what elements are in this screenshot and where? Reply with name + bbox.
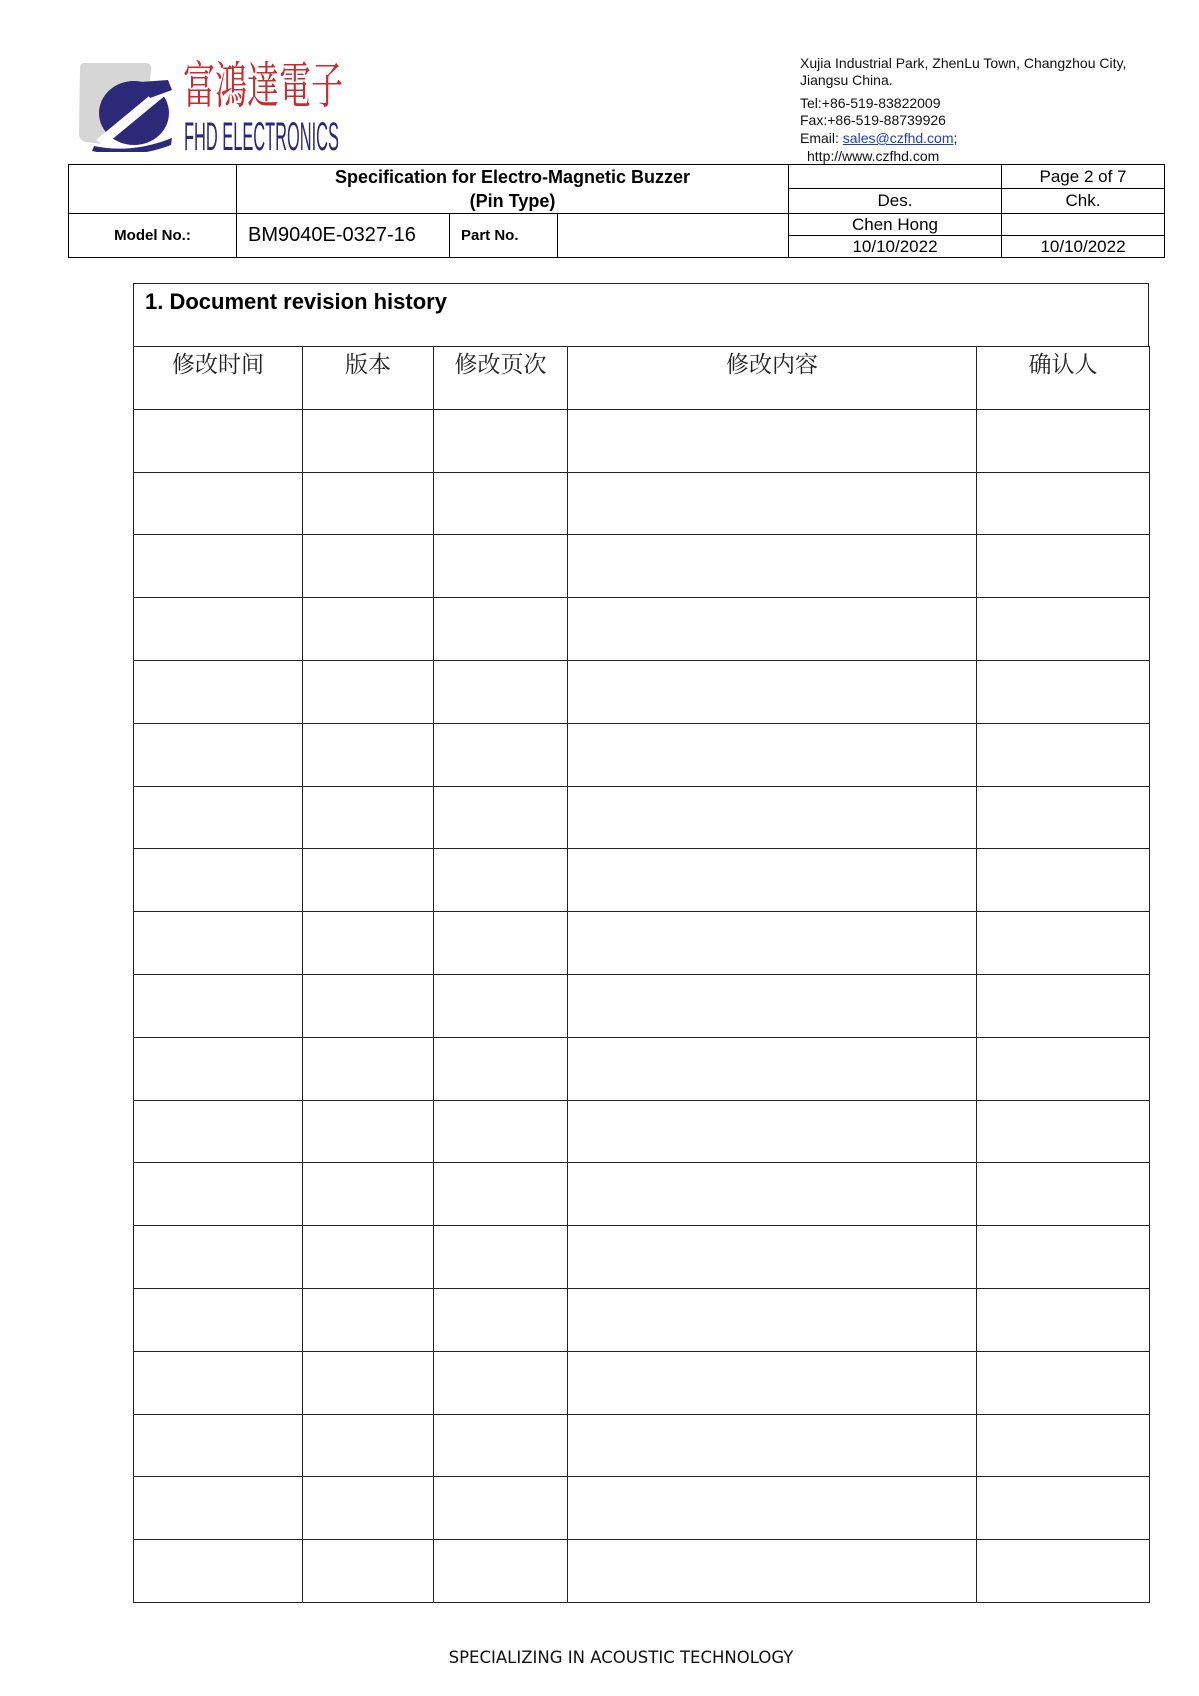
fax: Fax:+86-519-88739926 [800, 112, 946, 128]
table-cell [134, 1351, 303, 1414]
table-cell [303, 472, 434, 535]
table-cell [134, 535, 303, 598]
footer-tagline: SPECIALIZING IN ACOUSTIC TECHNOLOGY [448, 1648, 794, 1667]
table-cell [977, 723, 1150, 786]
table-cell [434, 660, 568, 723]
table-cell [568, 723, 977, 786]
table-row [134, 1288, 1150, 1351]
table-cell [977, 912, 1150, 975]
table-cell [134, 1477, 303, 1540]
table-cell [568, 1100, 977, 1163]
table-cell [303, 1477, 434, 1540]
designer-date: 10/10/2022 [789, 236, 1002, 258]
table-cell [568, 786, 977, 849]
table-cell [434, 1540, 568, 1603]
table-cell [568, 535, 977, 598]
table-cell [568, 1226, 977, 1289]
table-cell [568, 598, 977, 661]
table-cell [977, 1226, 1150, 1289]
table-cell [303, 535, 434, 598]
table-cell [568, 1477, 977, 1540]
table-row [134, 1100, 1150, 1163]
table-cell [303, 598, 434, 661]
table-cell [434, 535, 568, 598]
table-cell [568, 974, 977, 1037]
page-number: Page 2 of 7 [1002, 165, 1165, 189]
table-cell [303, 974, 434, 1037]
table-row [134, 912, 1150, 975]
revision-history-title: 1. Document revision history [133, 283, 1149, 347]
table-cell [434, 1477, 568, 1540]
checker-date: 10/10/2022 [1002, 236, 1165, 258]
table-cell [434, 974, 568, 1037]
column-header-date: 修改时间 [134, 347, 303, 410]
table-cell [134, 1226, 303, 1289]
table-cell [134, 912, 303, 975]
table-cell [434, 723, 568, 786]
table-cell [303, 1288, 434, 1351]
header-blank-cell [69, 165, 237, 214]
table-row [134, 598, 1150, 661]
table-cell [977, 1540, 1150, 1603]
header-blank-right-cell [789, 165, 1002, 189]
table-cell [134, 974, 303, 1037]
table-row [134, 786, 1150, 849]
table-cell [134, 1414, 303, 1477]
table-row [134, 472, 1150, 535]
table-cell [434, 786, 568, 849]
column-header-version: 版本 [303, 347, 434, 410]
table-cell [977, 472, 1150, 535]
table-cell [568, 660, 977, 723]
table-row [134, 1163, 1150, 1226]
table-cell [568, 1540, 977, 1603]
table-cell [434, 1037, 568, 1100]
table-cell [977, 409, 1150, 472]
table-cell [977, 1351, 1150, 1414]
table-cell [434, 1414, 568, 1477]
email-link[interactable]: sales@czfhd.com [842, 130, 954, 146]
model-label: Model No.: [69, 214, 237, 258]
logo-emblem-icon [76, 60, 176, 152]
table-row [134, 1351, 1150, 1414]
telephone: Tel:+86-519-83822009 [800, 95, 941, 111]
email-line [800, 130, 957, 146]
table-row [134, 535, 1150, 598]
table-cell [568, 472, 977, 535]
table-cell [977, 974, 1150, 1037]
table-cell [134, 1163, 303, 1226]
model-value: BM9040E-0327-16 [237, 214, 450, 258]
table-cell [134, 786, 303, 849]
table-cell [134, 1100, 303, 1163]
table-cell [134, 598, 303, 661]
table-row [134, 660, 1150, 723]
table-cell [134, 1037, 303, 1100]
website: http://www.czfhd.com [807, 148, 940, 164]
column-header-content: 修改内容 [568, 347, 977, 410]
table-cell [434, 912, 568, 975]
table-cell [303, 786, 434, 849]
spec-title-line-2: (Pin Type) [469, 191, 556, 211]
table-row [134, 1540, 1150, 1603]
table-cell [434, 1351, 568, 1414]
table-cell [303, 849, 434, 912]
table-cell [303, 1414, 434, 1477]
column-header-pages: 修改页次 [434, 347, 568, 410]
table-cell [134, 723, 303, 786]
designer-label: Des. [789, 189, 1002, 214]
table-cell [303, 660, 434, 723]
table-cell [977, 1100, 1150, 1163]
table-cell [977, 1037, 1150, 1100]
table-cell [134, 1540, 303, 1603]
part-label: Part No. [450, 214, 558, 258]
table-cell [134, 472, 303, 535]
table-cell [434, 849, 568, 912]
column-header-confirmer: 确认人 [977, 347, 1150, 410]
table-cell [977, 1414, 1150, 1477]
table-cell [303, 1037, 434, 1100]
table-cell [303, 723, 434, 786]
spec-title-line-1: Specification for Electro-Magnetic Buzzer [334, 167, 691, 187]
table-cell [434, 1288, 568, 1351]
table-cell [434, 1163, 568, 1226]
table-cell [303, 1540, 434, 1603]
table-cell [568, 409, 977, 472]
checker-name [1002, 214, 1165, 236]
table-cell [568, 1351, 977, 1414]
address-line-2: Jiangsu China. [800, 72, 893, 88]
table-cell [568, 1163, 977, 1226]
table-row [134, 849, 1150, 912]
table-row [134, 1414, 1150, 1477]
spec-title [237, 165, 789, 214]
table-row [134, 974, 1150, 1037]
table-cell [977, 535, 1150, 598]
table-cell [134, 849, 303, 912]
table-cell [568, 1288, 977, 1351]
table-row [134, 409, 1150, 472]
table-cell [977, 786, 1150, 849]
table-cell [568, 912, 977, 975]
designer-name: Chen Hong [789, 214, 1002, 236]
table-cell [568, 849, 977, 912]
table-cell [977, 1288, 1150, 1351]
table-cell [434, 598, 568, 661]
email-suffix: ; [953, 130, 958, 146]
spec-header-table [68, 164, 1165, 258]
table-cell [434, 1226, 568, 1289]
logo-english-name: FHD ELECTRONICS [184, 115, 339, 159]
table-cell [303, 912, 434, 975]
revision-header-row [134, 347, 1150, 410]
table-cell [568, 1037, 977, 1100]
table-cell [977, 1163, 1150, 1226]
table-cell [303, 409, 434, 472]
table-cell [134, 409, 303, 472]
revision-history-table [133, 346, 1150, 1603]
table-cell [134, 1288, 303, 1351]
checker-label: Chk. [1002, 189, 1165, 214]
logo-chinese-name: 富鴻達電子 [183, 57, 343, 115]
table-cell [434, 472, 568, 535]
company-logo-mark [76, 60, 176, 152]
table-cell [977, 598, 1150, 661]
revision-rows [134, 409, 1150, 1602]
table-cell [134, 660, 303, 723]
table-cell [303, 1163, 434, 1226]
table-cell [303, 1351, 434, 1414]
table-cell [303, 1226, 434, 1289]
table-cell [568, 1414, 977, 1477]
table-cell [434, 1100, 568, 1163]
table-cell [434, 409, 568, 472]
table-cell [977, 849, 1150, 912]
address-line-1: Xujia Industrial Park, ZhenLu Town, Changzhou City, [800, 55, 1127, 71]
part-value [558, 214, 789, 258]
table-cell [977, 660, 1150, 723]
table-row [134, 723, 1150, 786]
email-label: Email: [800, 130, 843, 146]
table-row [134, 1226, 1150, 1289]
table-cell [303, 1100, 434, 1163]
table-row [134, 1477, 1150, 1540]
table-row [134, 1037, 1150, 1100]
table-cell [977, 1477, 1150, 1540]
